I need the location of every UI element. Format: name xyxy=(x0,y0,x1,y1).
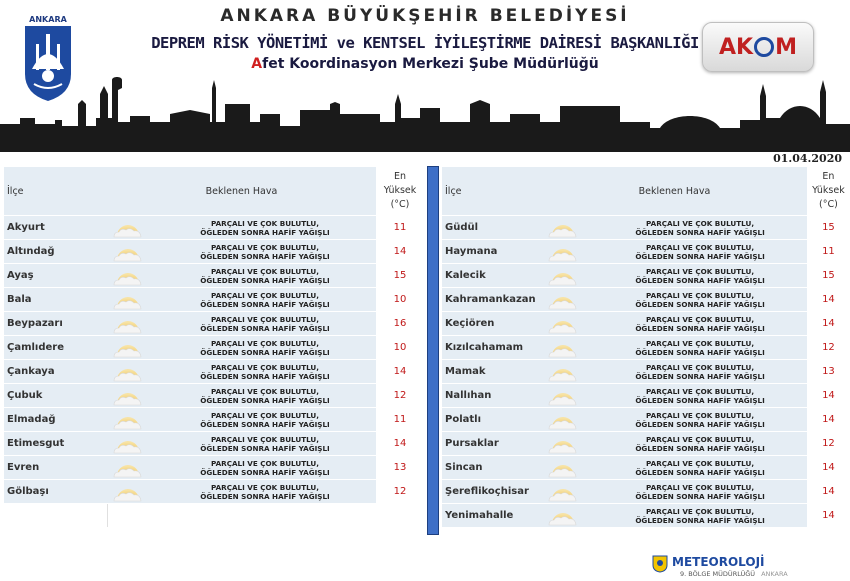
district-name: Haymana xyxy=(442,240,542,263)
forecast-text xyxy=(600,363,800,381)
district-name: Altındağ xyxy=(4,240,107,263)
meteorology-emblem-icon xyxy=(652,555,668,573)
forecast-line2: ÖĞLEDEN SONRA HAFİF YAĞIŞLI xyxy=(200,395,330,405)
table-row xyxy=(4,384,424,407)
partly-cloudy-icon xyxy=(546,482,580,502)
table-row xyxy=(4,312,424,335)
table-row xyxy=(442,432,850,455)
logo-text: ANKARA xyxy=(29,15,67,24)
district-name: Kızılcahamam xyxy=(442,336,542,359)
forecast-line2: ÖĞLEDEN SONRA HAFİF YAĞIŞLI xyxy=(200,467,330,477)
forecast-line2: ÖĞLEDEN SONRA HAFİF YAĞIŞLI xyxy=(200,491,330,501)
forecast-line1: PARÇALI VE ÇOK BULUTLU, xyxy=(646,314,755,324)
forecast-line1: PARÇALI VE ÇOK BULUTLU, xyxy=(211,482,319,492)
forecast-line2: ÖĞLEDEN SONRA HAFİF YAĞIŞLI xyxy=(635,419,765,429)
max-temp: 12 xyxy=(376,384,424,407)
district-column-header: İlçe xyxy=(4,167,107,215)
forecast-text xyxy=(600,243,800,261)
forecast-line2: ÖĞLEDEN SONRA HAFİF YAĞIŞLI xyxy=(635,323,765,333)
max-temp: 14 xyxy=(807,504,850,527)
partly-cloudy-icon xyxy=(546,386,580,406)
forecast-cell xyxy=(542,408,807,431)
partly-cloudy-icon xyxy=(546,242,580,262)
district-name: Kalecik xyxy=(442,264,542,287)
forecast-line2: ÖĞLEDEN SONRA HAFİF YAĞIŞLI xyxy=(635,467,765,477)
forecast-text xyxy=(600,483,800,501)
partly-cloudy-icon xyxy=(111,362,145,382)
forecast-cell xyxy=(542,312,807,335)
akom-o-icon xyxy=(754,37,774,57)
max-temp: 12 xyxy=(807,336,850,359)
district-name: Polatlı xyxy=(442,408,542,431)
table-row xyxy=(442,360,850,383)
forecast-cell xyxy=(107,384,376,407)
forecast-text xyxy=(165,363,365,381)
district-name: Yenimahalle xyxy=(442,504,542,527)
temp-header-line1: En xyxy=(393,171,407,182)
district-name: Güdül xyxy=(442,216,542,239)
temp-header-line3: (°C) xyxy=(390,199,410,210)
district-column-header: İlçe xyxy=(442,167,542,215)
partly-cloudy-icon xyxy=(111,338,145,358)
partly-cloudy-icon xyxy=(111,290,145,310)
forecast-line2: ÖĞLEDEN SONRA HAFİF YAĞIŞLI xyxy=(635,515,765,525)
table-divider xyxy=(427,166,439,535)
district-name: Evren xyxy=(4,456,107,479)
table-row xyxy=(442,504,850,527)
max-temp: 14 xyxy=(376,360,424,383)
forecast-line1: PARÇALI VE ÇOK BULUTLU, xyxy=(646,386,755,396)
forecast-line2: ÖĞLEDEN SONRA HAFİF YAĞIŞLI xyxy=(635,275,765,285)
max-temp: 11 xyxy=(376,216,424,239)
partly-cloudy-icon xyxy=(111,434,145,454)
district-name: Çankaya xyxy=(4,360,107,383)
right-forecast-table xyxy=(442,166,850,528)
empty-cell xyxy=(4,504,107,527)
forecast-cell xyxy=(107,432,376,455)
temp-header-line2: Yüksek xyxy=(383,185,417,196)
forecast-cell xyxy=(107,456,376,479)
forecast-cell xyxy=(542,336,807,359)
meteorology-logo xyxy=(650,553,800,579)
max-temp: 13 xyxy=(807,360,850,383)
forecast-text xyxy=(165,411,365,429)
forecast-cell xyxy=(107,480,376,503)
district-name: Şereflikoçhisar xyxy=(442,480,542,503)
empty-cell xyxy=(376,504,424,527)
table-row xyxy=(4,432,424,455)
forecast-line1: PARÇALI VE ÇOK BULUTLU, xyxy=(646,434,755,444)
temp-header-line2: Yüksek xyxy=(812,185,845,196)
forecast-line1: PARÇALI VE ÇOK BULUTLU, xyxy=(211,386,319,396)
table-row xyxy=(442,408,850,431)
table-row xyxy=(442,312,850,335)
forecast-cell xyxy=(542,288,807,311)
partly-cloudy-icon xyxy=(111,314,145,334)
forecast-text xyxy=(165,315,365,333)
forecast-line2: ÖĞLEDEN SONRA HAFİF YAĞIŞLI xyxy=(635,371,765,381)
table-row xyxy=(442,240,850,263)
max-temp: 14 xyxy=(807,480,850,503)
forecast-cell xyxy=(542,216,807,239)
forecast-text xyxy=(600,291,800,309)
forecast-line1: PARÇALI VE ÇOK BULUTLU, xyxy=(211,290,319,300)
max-temp: 11 xyxy=(376,408,424,431)
forecast-text xyxy=(600,411,800,429)
forecast-text xyxy=(165,435,365,453)
partly-cloudy-icon xyxy=(546,458,580,478)
forecast-line2: ÖĞLEDEN SONRA HAFİF YAĞIŞLI xyxy=(200,419,330,429)
partly-cloudy-icon xyxy=(546,506,580,526)
org-title: ANKARA BÜYÜKŞEHİR BELEDİYESİ xyxy=(220,6,630,26)
table-row xyxy=(442,456,850,479)
forecast-text xyxy=(600,267,800,285)
meteorology-title: METEOROLOJİ xyxy=(672,555,765,569)
partly-cloudy-icon xyxy=(546,314,580,334)
forecast-cell xyxy=(542,384,807,407)
forecast-line1: PARÇALI VE ÇOK BULUTLU, xyxy=(646,410,755,420)
temp-column-header xyxy=(376,167,424,215)
forecast-line1: PARÇALI VE ÇOK BULUTLU, xyxy=(646,506,755,516)
table-row xyxy=(442,336,850,359)
max-temp: 14 xyxy=(807,408,850,431)
forecast-cell xyxy=(542,432,807,455)
table-row xyxy=(442,480,850,503)
table-row xyxy=(4,288,424,311)
forecast-line2: ÖĞLEDEN SONRA HAFİF YAĞIŞLI xyxy=(200,371,330,381)
temp-header-line3: (°C) xyxy=(819,199,838,210)
district-name: Elmadağ xyxy=(4,408,107,431)
department-title: DEPREM RİSK YÖNETİMİ ve KENTSEL İYİLEŞTİRME DAİRESİ BAŞKANLIĞI xyxy=(151,34,699,52)
district-name: Etimesgut xyxy=(4,432,107,455)
forecast-line2: ÖĞLEDEN SONRA HAFİF YAĞIŞLI xyxy=(635,347,765,357)
forecast-cell xyxy=(542,504,807,527)
branch-initial: A xyxy=(251,56,263,72)
forecast-line2: ÖĞLEDEN SONRA HAFİF YAĞIŞLI xyxy=(200,227,330,237)
report-date: 01.04.2020 xyxy=(773,152,842,165)
forecast-line1: PARÇALI VE ÇOK BULUTLU, xyxy=(211,434,319,444)
meteorology-region: 9. BÖLGE MÜDÜRLÜĞÜ xyxy=(680,570,756,578)
forecast-column-header: Beklenen Hava xyxy=(107,167,376,215)
akom-logo-ak: AK xyxy=(719,34,754,60)
forecast-line2: ÖĞLEDEN SONRA HAFİF YAĞIŞLI xyxy=(200,275,330,285)
max-temp: 14 xyxy=(807,456,850,479)
max-temp: 13 xyxy=(376,456,424,479)
forecast-line1: PARÇALI VE ÇOK BULUTLU, xyxy=(646,290,755,300)
forecast-line1: PARÇALI VE ÇOK BULUTLU, xyxy=(646,338,755,348)
table-row xyxy=(4,408,424,431)
forecast-text xyxy=(600,459,800,477)
partly-cloudy-icon xyxy=(546,218,580,238)
forecast-line1: PARÇALI VE ÇOK BULUTLU, xyxy=(211,458,319,468)
district-name: Akyurt xyxy=(4,216,107,239)
forecast-line1: PARÇALI VE ÇOK BULUTLU, xyxy=(646,482,755,492)
table-row xyxy=(4,264,424,287)
forecast-text xyxy=(165,243,365,261)
forecast-text xyxy=(165,459,365,477)
max-temp: 12 xyxy=(376,480,424,503)
district-name: Çubuk xyxy=(4,384,107,407)
forecast-cell xyxy=(542,360,807,383)
forecast-line2: ÖĞLEDEN SONRA HAFİF YAĞIŞLI xyxy=(635,251,765,261)
partly-cloudy-icon xyxy=(111,482,145,502)
max-temp: 10 xyxy=(376,336,424,359)
forecast-line2: ÖĞLEDEN SONRA HAFİF YAĞIŞLI xyxy=(200,347,330,357)
forecast-line2: ÖĞLEDEN SONRA HAFİF YAĞIŞLI xyxy=(200,323,330,333)
forecast-text xyxy=(600,339,800,357)
forecast-line1: PARÇALI VE ÇOK BULUTLU, xyxy=(211,410,319,420)
temp-column-header xyxy=(807,167,850,215)
forecast-cell xyxy=(107,408,376,431)
forecast-cell xyxy=(542,240,807,263)
forecast-text xyxy=(600,435,800,453)
district-name: Çamlıdere xyxy=(4,336,107,359)
forecast-cell xyxy=(107,312,376,335)
forecast-text xyxy=(165,267,365,285)
table-row xyxy=(4,456,424,479)
forecast-line1: PARÇALI VE ÇOK BULUTLU, xyxy=(211,314,319,324)
forecast-line2: ÖĞLEDEN SONRA HAFİF YAĞIŞLI xyxy=(635,299,765,309)
table-row xyxy=(4,240,424,263)
max-temp: 14 xyxy=(807,288,850,311)
partly-cloudy-icon xyxy=(111,410,145,430)
district-name: Beypazarı xyxy=(4,312,107,335)
empty-cell xyxy=(107,504,376,527)
district-name: Keçiören xyxy=(442,312,542,335)
max-temp: 10 xyxy=(376,288,424,311)
forecast-text xyxy=(600,219,800,237)
partly-cloudy-icon xyxy=(111,458,145,478)
forecast-text xyxy=(165,387,365,405)
table-row xyxy=(442,264,850,287)
district-name: Bala xyxy=(4,288,107,311)
forecast-line1: PARÇALI VE ÇOK BULUTLU, xyxy=(211,362,319,372)
forecast-text xyxy=(165,483,365,501)
partly-cloudy-icon xyxy=(111,386,145,406)
partly-cloudy-icon xyxy=(546,338,580,358)
district-name: Kahramankazan xyxy=(442,288,542,311)
district-name: Sincan xyxy=(442,456,542,479)
partly-cloudy-icon xyxy=(111,266,145,286)
partly-cloudy-icon xyxy=(111,218,145,238)
partly-cloudy-icon xyxy=(546,290,580,310)
district-name: Pursaklar xyxy=(442,432,542,455)
partly-cloudy-icon xyxy=(546,434,580,454)
forecast-line1: PARÇALI VE ÇOK BULUTLU, xyxy=(211,218,319,228)
forecast-line1: PARÇALI VE ÇOK BULUTLU, xyxy=(646,458,755,468)
max-temp: 16 xyxy=(376,312,424,335)
table-row xyxy=(442,384,850,407)
forecast-line2: ÖĞLEDEN SONRA HAFİF YAĞIŞLI xyxy=(200,251,330,261)
forecast-line1: PARÇALI VE ÇOK BULUTLU, xyxy=(211,242,319,252)
page-header xyxy=(0,0,850,150)
forecast-cell xyxy=(107,240,376,263)
forecast-cell xyxy=(107,288,376,311)
forecast-line2: ÖĞLEDEN SONRA HAFİF YAĞIŞLI xyxy=(200,299,330,309)
forecast-text xyxy=(600,507,800,525)
partly-cloudy-icon xyxy=(111,242,145,262)
forecast-line2: ÖĞLEDEN SONRA HAFİF YAĞIŞLI xyxy=(635,227,765,237)
forecast-cell xyxy=(542,264,807,287)
left-table-body xyxy=(4,216,424,527)
branch-rest: fet Koordinasyon Merkezi Şube Müdürlüğü xyxy=(262,56,599,72)
partly-cloudy-icon xyxy=(546,410,580,430)
forecast-line2: ÖĞLEDEN SONRA HAFİF YAĞIŞLI xyxy=(200,443,330,453)
forecast-text xyxy=(600,315,800,333)
forecast-cell xyxy=(542,456,807,479)
max-temp: 12 xyxy=(807,432,850,455)
forecast-text xyxy=(165,339,365,357)
forecast-line2: ÖĞLEDEN SONRA HAFİF YAĞIŞLI xyxy=(635,395,765,405)
table-row xyxy=(4,216,424,239)
max-temp: 14 xyxy=(807,312,850,335)
temp-header-line1: En xyxy=(822,171,835,182)
forecast-line1: PARÇALI VE ÇOK BULUTLU, xyxy=(646,362,755,372)
forecast-text xyxy=(165,219,365,237)
forecast-text xyxy=(600,387,800,405)
max-temp: 15 xyxy=(807,216,850,239)
forecast-line2: ÖĞLEDEN SONRA HAFİF YAĞIŞLI xyxy=(635,491,765,501)
forecast-column-header: Beklenen Hava xyxy=(542,167,807,215)
forecast-cell xyxy=(107,360,376,383)
forecast-text xyxy=(165,291,365,309)
right-table-body xyxy=(442,216,850,527)
district-name: Ayaş xyxy=(4,264,107,287)
max-temp: 15 xyxy=(807,264,850,287)
max-temp: 14 xyxy=(807,384,850,407)
table-row xyxy=(442,216,850,239)
district-name: Mamak xyxy=(442,360,542,383)
partly-cloudy-icon xyxy=(546,362,580,382)
akom-logo-m: M xyxy=(775,34,797,60)
forecast-cell xyxy=(542,480,807,503)
district-name: Nallıhan xyxy=(442,384,542,407)
table-row xyxy=(4,336,424,359)
forecast-line1: PARÇALI VE ÇOK BULUTLU, xyxy=(211,338,319,348)
meteorology-subtitle xyxy=(680,570,788,578)
forecast-line1: PARÇALI VE ÇOK BULUTLU, xyxy=(211,266,319,276)
table-row xyxy=(4,480,424,503)
max-temp: 15 xyxy=(376,264,424,287)
table-row xyxy=(442,288,850,311)
district-name: Gölbaşı xyxy=(4,480,107,503)
left-forecast-table xyxy=(4,166,424,528)
forecast-line2: ÖĞLEDEN SONRA HAFİF YAĞIŞLI xyxy=(635,443,765,453)
partly-cloudy-icon xyxy=(546,266,580,286)
max-temp: 11 xyxy=(807,240,850,263)
forecast-cell xyxy=(107,216,376,239)
city-skyline-icon xyxy=(0,74,850,152)
table-row xyxy=(4,360,424,383)
max-temp: 14 xyxy=(376,432,424,455)
forecast-cell xyxy=(107,336,376,359)
empty-row xyxy=(4,504,424,527)
forecast-line1: PARÇALI VE ÇOK BULUTLU, xyxy=(646,218,755,228)
akom-logo xyxy=(702,22,814,72)
forecast-line1: PARÇALI VE ÇOK BULUTLU, xyxy=(646,266,755,276)
forecast-cell xyxy=(107,264,376,287)
meteorology-city: ANKARA xyxy=(761,570,788,578)
forecast-line1: PARÇALI VE ÇOK BULUTLU, xyxy=(646,242,755,252)
max-temp: 14 xyxy=(376,240,424,263)
